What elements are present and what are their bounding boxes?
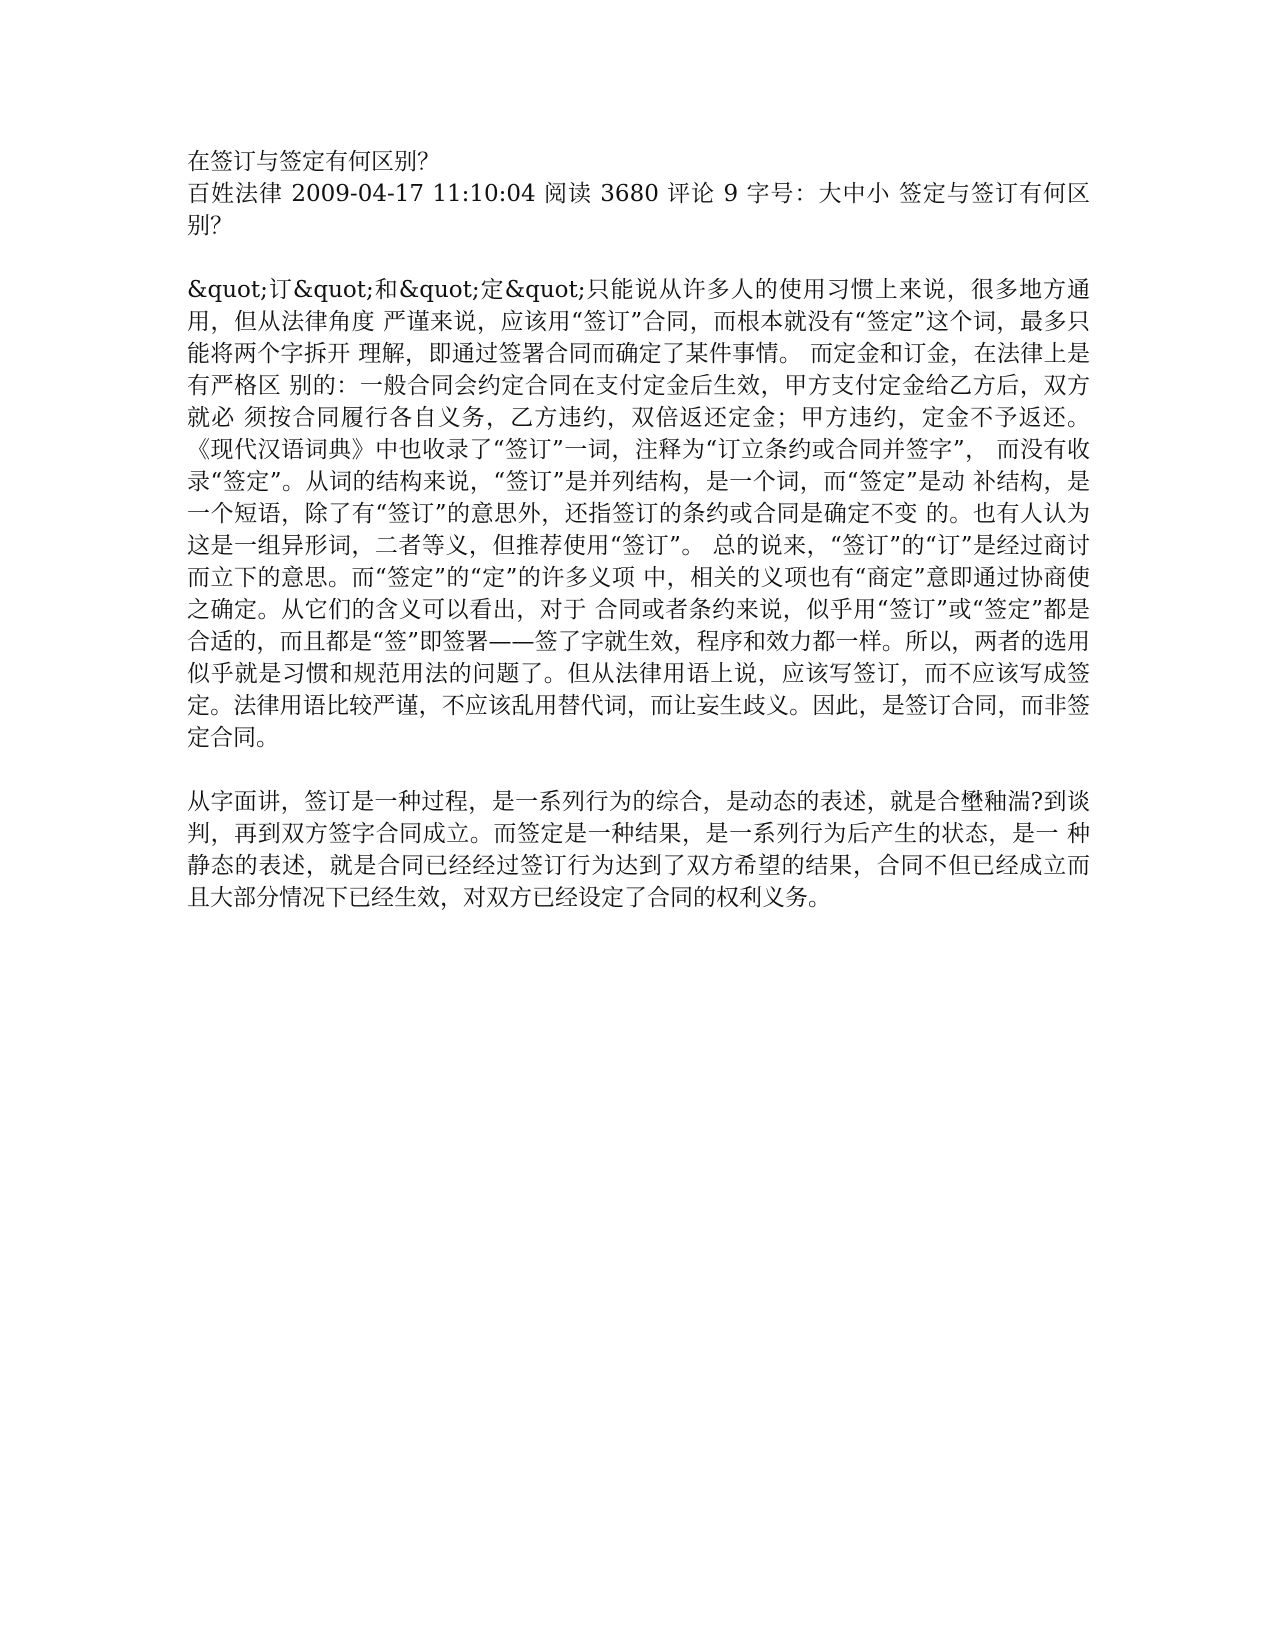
document-meta: 百姓法律 2009-04-17 11:10:04 阅读 3680 评论 9 字号：大中小 签定与签订有何区别？ bbox=[187, 181, 1090, 239]
document-page bbox=[187, 146, 1090, 914]
spacer bbox=[187, 754, 1090, 786]
paragraph-1: &quot;订&quot;和&quot;定&quot;只能说从许多人的使用习惯上来说，很多地方通用，但从法律角度 严谨来说，应该用“签订”合同，而根本就没有“签定”这个词，最多只能将两个字拆开 理解，即通过签署合同而确定了某件事情。 而定金和订金，在法律上是有严格区 别的：一般合同会约定合同在支付定金后生效，甲方支付定金给乙方后，双方就必 须按合同履行各自义务，乙方违约，双倍返还定金；甲方违约，定金不予返还。 《现代汉语词典》中也收录了“签订”一词，注释为“订立条约或合同并签字”， 而没有收录“签定”。从词的结构来说，“签订”是并列结构，是一个词，而“签定”是动 补结构，是一个短语，除了有“签订”的意思外，还指签订的条约或合同是确定不变 的。也有人认为这是一组异形词，二者等义，但推荐使用“签订”。 总的说来，“签订”的“订”是经过商讨而立下的意思。而“签定”的“定”的许多义项 中，相关的义项也有“商定”意即通过协商使之确定。从它们的含义可以看出，对于 合同或者条约来说，似乎用“签订”或“签定”都是合适的，而且都是“签”即签署——签了字就生效，程序和效力都一样。所以，两者的选用似乎就是习惯和规范用法的问题了。但从法律用语上说，应该写签订，而不应该写成签定。法律用语比较严谨，不应该乱用替代词，而让妄生歧义。因此，是签订合同，而非签定合同。 bbox=[187, 277, 1090, 751]
document-title: 在签订与签定有何区别？ bbox=[187, 149, 440, 175]
paragraph-2: 从字面讲，签订是一种过程，是一系列行为的综合，是动态的表述，就是合壄釉湍?到谈判，再到双方签字合同成立。而签定是一种结果，是一系列行为后产生的状态，是一 种静态的表述，就是合同已经经过签订行为达到了双方希望的结果，合同不但已经成立而 且大部分情况下已经生效，对双方已经设定了合同的权利义务。 bbox=[187, 789, 1090, 911]
spacer bbox=[187, 242, 1090, 274]
